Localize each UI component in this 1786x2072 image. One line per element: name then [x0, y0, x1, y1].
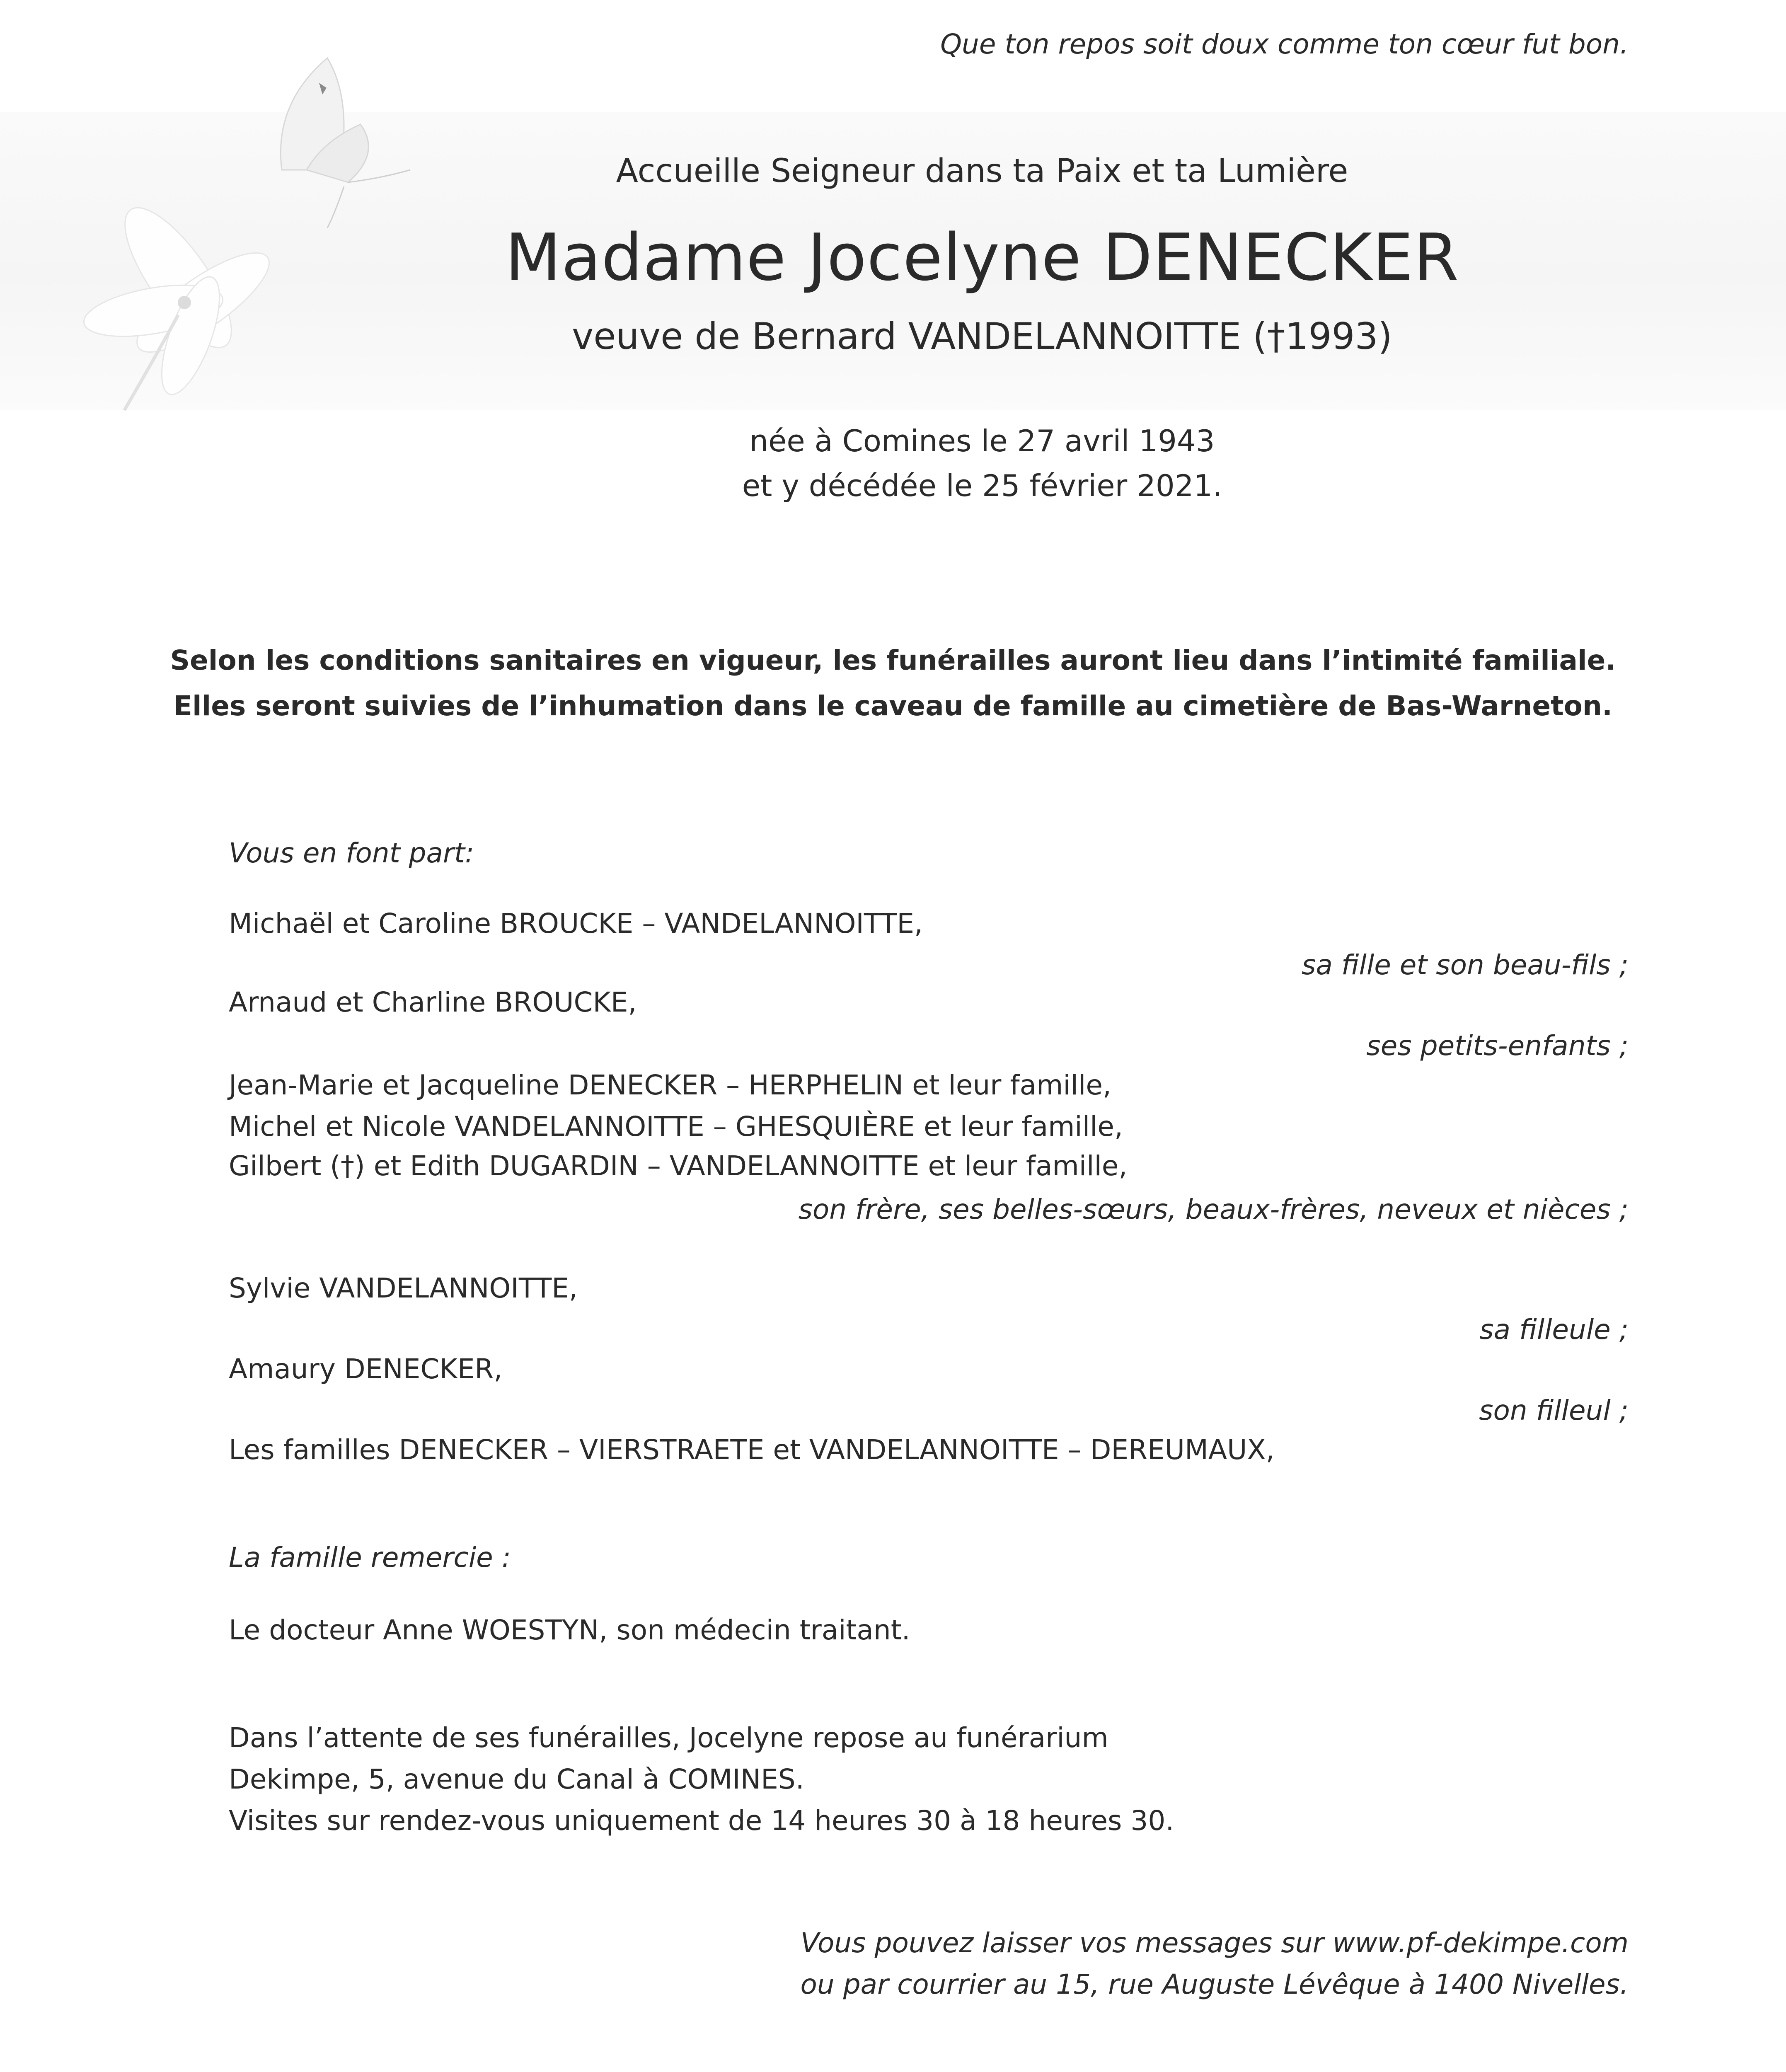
announcer-relation: ses petits-enfants ;	[1366, 1030, 1629, 1062]
deceased-name: Madame Jocelyne DENECKER	[505, 220, 1459, 295]
announcer-relation: son filleul ;	[1479, 1394, 1629, 1426]
announcer-name: Gilbert (†) et Edith DUGARDIN – VANDELANNOITTE et leur famille,	[229, 1150, 1128, 1182]
widow-of-line: veuve de Bernard VANDELANNOITTE (†1993)	[572, 315, 1392, 358]
announcer-name: Sylvie VANDELANNOITTE,	[229, 1272, 578, 1304]
birth-line: née à Comines le 27 avril 1943	[749, 424, 1215, 458]
announcer-name: Amaury DENECKER,	[229, 1353, 503, 1385]
announcer-relation: sa filleule ;	[1479, 1314, 1629, 1346]
announcers-heading: Vous en font part:	[229, 837, 474, 869]
funeral-notice-line-1: Selon les conditions sanitaires en vigueur, les funérailles auront lieu dans l’intimité familiale.	[170, 644, 1616, 676]
messages-line-2: ou par courrier au 15, rue Auguste Lévêque à 1400 Nivelles.	[800, 1968, 1629, 2000]
announcer-name: Jean-Marie et Jacqueline DENECKER – HERPHELIN et leur famille,	[229, 1069, 1111, 1101]
announcer-name: Arnaud et Charline BROUCKE,	[229, 986, 637, 1018]
visit-line-2: Dekimpe, 5, avenue du Canal à COMINES.	[229, 1763, 804, 1795]
motto: Que ton repos soit doux comme ton cœur fut bon.	[940, 28, 1629, 60]
announcer-name: Michaël et Caroline BROUCKE – VANDELANNOITTE,	[229, 908, 923, 939]
visit-line-3: Visites sur rendez-vous uniquement de 14 heures 30 à 18 heures 30.	[229, 1805, 1174, 1837]
thanks-heading: La famille remercie :	[229, 1542, 511, 1573]
thanks-line: Le docteur Anne WOESTYN, son médecin traitant.	[229, 1614, 910, 1646]
announcer-relation: sa fille et son beau-fils ;	[1302, 949, 1629, 981]
visit-line-1: Dans l’attente de ses funérailles, Jocelyne repose au funérarium	[229, 1722, 1108, 1754]
death-line: et y décédée le 25 février 2021.	[742, 468, 1222, 503]
messages-line-1: Vous pouvez laisser vos messages sur www.pf-dekimpe.com	[800, 1927, 1629, 1959]
funeral-notice-line-2: Elles seront suivies de l’inhumation dans le caveau de famille au cimetière de Bas-Warneton.	[173, 690, 1613, 722]
announcer-relation: son frère, ses belles-sœurs, beaux-frères, neveux et nièces ;	[798, 1193, 1629, 1225]
announcer-name: Les familles DENECKER – VIERSTRAETE et VANDELANNOITTE – DEREUMAUX,	[229, 1434, 1275, 1466]
butterfly-image	[257, 46, 448, 236]
announcer-name: Michel et Nicole VANDELANNOITTE – GHESQUIÈRE et leur famille,	[229, 1111, 1123, 1143]
prayer-line: Accueille Seigneur dans ta Paix et ta Lumière	[616, 152, 1348, 190]
